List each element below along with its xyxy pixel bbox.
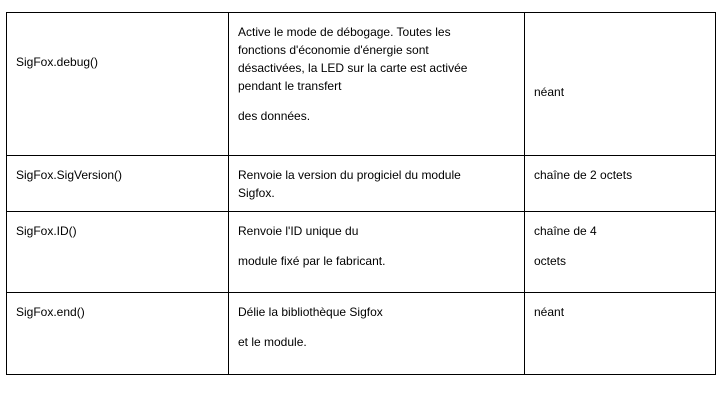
function-name: SigFox.debug() xyxy=(16,55,99,69)
description-cell xyxy=(229,212,525,293)
function-cell xyxy=(7,13,229,156)
description-line: Délie la bibliothèque Sigfox xyxy=(238,305,383,319)
function-name: SigFox.SigVersion() xyxy=(16,168,123,182)
return-value: chaîne de 2 octets xyxy=(534,168,633,182)
description-extra: des données. xyxy=(238,109,311,123)
description-line: Sigfox. xyxy=(238,186,275,200)
function-name: SigFox.ID() xyxy=(16,224,77,238)
return-cell xyxy=(525,13,716,156)
return-cell xyxy=(525,156,716,212)
description-line: Renvoie la version du progiciel du module xyxy=(238,168,461,182)
description-extra: et le module. xyxy=(238,335,307,349)
table-row xyxy=(7,212,716,293)
return-cell xyxy=(525,212,716,293)
description-line: pendant le transfert xyxy=(238,79,342,93)
return-value: octets xyxy=(534,254,567,268)
function-cell xyxy=(7,212,229,293)
api-reference-table xyxy=(6,12,716,375)
description-line: Active le mode de débogage. Toutes les xyxy=(238,25,451,39)
description-cell xyxy=(229,13,525,156)
description-cell xyxy=(229,156,525,212)
function-cell xyxy=(7,293,229,375)
description-line: Renvoie l'ID unique du xyxy=(238,224,359,238)
description-extra: module fixé par le fabricant. xyxy=(238,254,386,268)
description-line: fonctions d'économie d'énergie sont xyxy=(238,43,429,57)
return-value: chaîne de 4 xyxy=(534,224,597,238)
return-value: néant xyxy=(534,85,565,99)
function-name: SigFox.end() xyxy=(16,305,85,319)
table-row xyxy=(7,293,716,375)
description-line: désactivées, la LED sur la carte est activée xyxy=(238,61,468,75)
description-cell xyxy=(229,293,525,375)
function-cell xyxy=(7,156,229,212)
table-row xyxy=(7,13,716,156)
table-row xyxy=(7,156,716,212)
return-cell xyxy=(525,293,716,375)
return-value: néant xyxy=(534,305,565,319)
